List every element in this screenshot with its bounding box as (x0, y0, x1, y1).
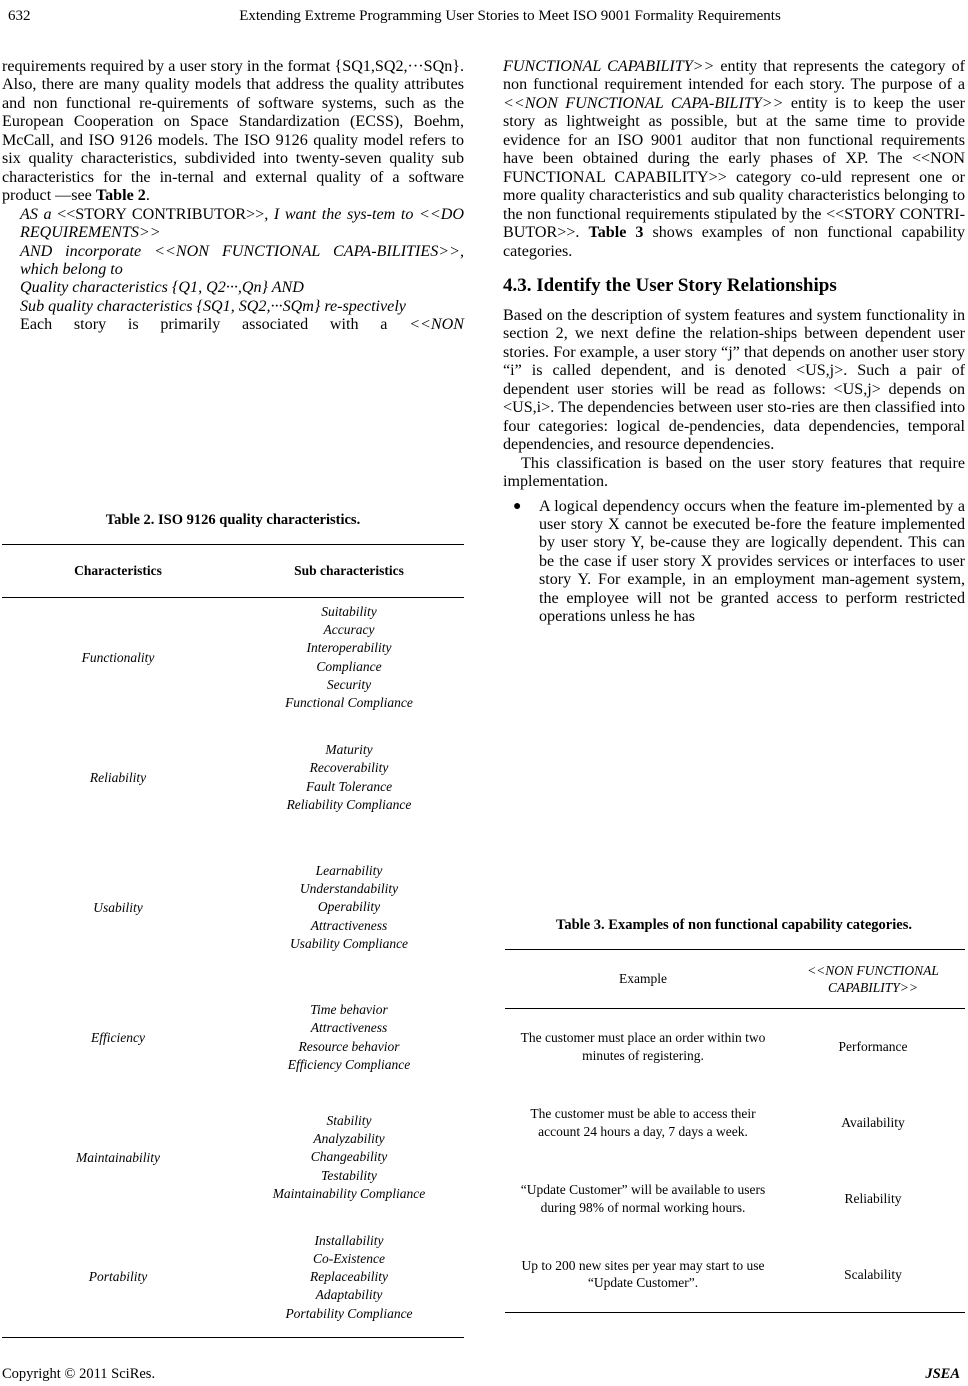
table-2-sub-item: Maintainability Compliance (272, 1185, 426, 1201)
table-2-row (2, 718, 464, 838)
right-p1-d: entity is to keep the user story as lightweight as possible, but at the same time to provide evidence for an ISO 9001 auditor that non functional requirements have been obtained during the early phases of XP. The <<NON FUNCTIONAL CAPABILITY>> category co-uld represent one or more quality characteristics and sub quality characteristics belonging to the non functional requirements stipulated by the <<STORY CONTRI-BUTOR>>. (503, 94, 965, 242)
table-2-sub-item: Testability (321, 1167, 377, 1183)
story-line-1b: <<STORY CONTRIBUTOR>> (57, 205, 265, 223)
table-2-row (2, 1098, 464, 1218)
table-3-example: “Update Customer” will be available to users during 98% of normal working hours. (520, 1182, 766, 1215)
table-2-row (2, 1218, 464, 1338)
table-2-header-row (2, 545, 464, 598)
table-3-capability: Scalability (844, 1266, 902, 1282)
table-3-capability: Performance (838, 1039, 908, 1054)
table-2-characteristic: Usability (93, 899, 143, 915)
bullet-text: A logical dependency occurs when the feature im-plemented by a user story X cannot be executed be-fore the feature implemented by user story Y, be-cause they are logically dependent. This can be the case if user story X provides services or interfaces to user story Y. For example, in an employment man-agement system, the employee will not be granted access to perform restricted operations unless he has (539, 497, 965, 626)
left-paragraph-1 (2, 58, 464, 206)
table-2 (2, 544, 464, 1338)
table-3-caption: Table 3. Examples of non functional capability categories. (556, 917, 912, 933)
table-2-sub-item: Security (326, 677, 372, 693)
table-2-sub-item: Usability Compliance (289, 935, 409, 951)
table-2-sub-item: Operability (317, 899, 381, 915)
table-3-header-capability: <<NON FUNCTIONAL CAPABILITY>> (807, 963, 939, 995)
table-2-sub-item: Learnability (315, 862, 383, 878)
story-template-line-3: Quality characteristics {Q1, Q2···,Qn} AND (20, 279, 304, 297)
table-3 (505, 949, 965, 1313)
table-2-row (2, 978, 464, 1098)
table-2-subs (234, 1098, 464, 1218)
story-line-1c: , I want the sys-tem to <<DO REQUIREMENTS>> (20, 205, 464, 242)
story-template-line-1 (2, 206, 464, 243)
running-title: Extending Extreme Programming User Stories to Meet ISO 9001 Formality Requirements (239, 8, 781, 24)
left-paragraph-last (2, 316, 464, 334)
table-3-row (505, 1237, 965, 1313)
table-3-header-example: Example (619, 971, 667, 986)
table-2-sub-item: Compliance (316, 658, 382, 674)
section-heading: 4.3. Identify the User Story Relationships (503, 274, 837, 296)
table-3-capability: Reliability (844, 1190, 902, 1206)
table-2-subs (234, 598, 464, 718)
left-column (2, 58, 464, 335)
table-2-subs (234, 718, 464, 838)
table-2-subs (234, 1218, 464, 1338)
left-paragraph-1-text: requirements required by a user story in the format {SQ1,SQ2,···SQn}. Also, there are many quality models that address the quality attributes and non functional re-quirements of software systems, such as the European Cooperation on Space Standardization (ECSS), Boehm, McCall, and ISO 9126 models. The ISO 9126 quality model refers to six quality characteristics, subdivided into twenty-seven quality sub characteristics for the in-ternal and external quality of a software product —see (2, 58, 464, 205)
right-paragraph-3: This classification is based on the user story features that require implementation. (503, 454, 965, 491)
story-line-1a: AS a (20, 205, 58, 223)
table-2-characteristic: Functionality (81, 649, 155, 665)
table-2-sub-item: Resource behavior (298, 1038, 400, 1054)
table-2-sub-item: Replaceability (310, 1269, 388, 1285)
bullet-logical-dependency (503, 498, 965, 627)
table-3-row (505, 1085, 965, 1161)
table-2-subs (234, 978, 464, 1098)
table-2-sub-item: Accuracy (323, 622, 375, 638)
table-2-header-characteristics: Characteristics (74, 563, 162, 578)
right-p1-c: <<NON FUNCTIONAL CAPA-BILITY>> (503, 94, 784, 112)
left-paragraph-last-tag: <<NON (409, 316, 464, 334)
table-2-header-sub: Sub characteristics (294, 563, 404, 578)
right-column (503, 58, 965, 627)
table-2-sub-item: Co-Existence (313, 1250, 385, 1266)
left-paragraph-last-text: Each story is primarily associated with a (20, 316, 410, 334)
table-3-row (505, 1009, 965, 1085)
right-p1-e: shows examples of non functional capability categories. (503, 224, 965, 260)
table-3-reference: Table 3 (588, 224, 644, 242)
table-2-characteristic: Reliability (89, 769, 147, 785)
table-2-row (2, 598, 464, 718)
copyright: Copyright © 2011 SciRes. (2, 1366, 156, 1382)
table-2-sub-item: Attractiveness (310, 917, 388, 933)
story-template-line-2: AND incorporate <<NON FUNCTIONAL CAPA-BILITIES>>, which belong to (20, 242, 464, 278)
right-p1-a: FUNCTIONAL CAPABILITY>> (503, 58, 715, 75)
table-2-sub-item: Portability Compliance (285, 1305, 413, 1321)
table-2-sub-item: Stability (326, 1112, 372, 1128)
table-3-row (505, 1161, 965, 1237)
table-2-sub-item: Fault Tolerance (305, 778, 393, 794)
right-p1-b: entity that represents the category of non functional requirement intended for each story. The purpose of a (503, 58, 965, 94)
table-3-example: The customer must place an order within two minutes of registering. (520, 1030, 766, 1063)
table-3-block (503, 917, 965, 1291)
table-2-caption: Table 2. ISO 9126 quality characteristics. (105, 512, 361, 528)
table-2-row (2, 838, 464, 978)
table-2-sub-item: Time behavior (310, 1001, 388, 1017)
table-2-block (2, 512, 464, 1321)
table-2-sub-item: Maturity (325, 741, 373, 757)
table-2-sub-item: Installability (314, 1232, 384, 1248)
right-paragraph-2: Based on the description of system features and system functionality in section 2, we next define the relation-ships between dependent user stories. For example, a user story “j” that depends on another user story “i” is called dependent, and is denoted <US,j>. Such a pair of dependent user stories will be read as follows: <US,j> depends on <US,i>. The dependencies between user sto-ries are then classified into four categories: logical de-pendencies, data dependencies, temporal dependencies, and resource dependencies. (503, 306, 965, 454)
table-2-sub-item: Changeability (310, 1149, 388, 1165)
table-2-sub-item: Analyzability (313, 1131, 385, 1147)
bullet-dot-icon: ● (513, 498, 522, 514)
table-3-capability: Availability (841, 1114, 905, 1130)
table-2-reference: Table 2 (95, 187, 146, 205)
table-2-sub-item: Recoverability (309, 760, 389, 776)
table-2-sub-item: Suitability (321, 603, 377, 619)
journal-abbrev: JSEA (925, 1366, 960, 1382)
table-2-sub-item: Understandability (299, 881, 399, 897)
page-number: 632 (8, 8, 31, 24)
table-2-sub-item: Attractiveness (310, 1020, 388, 1036)
table-3-example: The customer must be able to access their account 24 hours a day, 7 days a week. (530, 1106, 756, 1139)
right-paragraph-1 (503, 58, 965, 261)
table-2-sub-item: Interoperability (306, 640, 392, 656)
table-2-sub-item: Efficiency Compliance (287, 1056, 411, 1072)
left-paragraph-1-end: . (145, 187, 150, 205)
table-2-sub-item: Adaptability (315, 1287, 383, 1303)
table-2-sub-item: Reliability Compliance (286, 796, 412, 812)
table-3-example: Up to 200 new sites per year may start to use “Update Customer”. (521, 1257, 765, 1291)
table-2-characteristic: Maintainability (76, 1149, 160, 1165)
table-2-characteristic: Efficiency (91, 1029, 145, 1045)
table-3-header-row (505, 950, 965, 1009)
table-2-characteristic: Portability (88, 1269, 148, 1285)
table-2-sub-item: Functional Compliance (285, 695, 413, 711)
table-2-subs (234, 838, 464, 978)
story-template-line-4: Sub quality characteristics {SQ1, SQ2,···SQm} re-spectively (20, 297, 406, 315)
